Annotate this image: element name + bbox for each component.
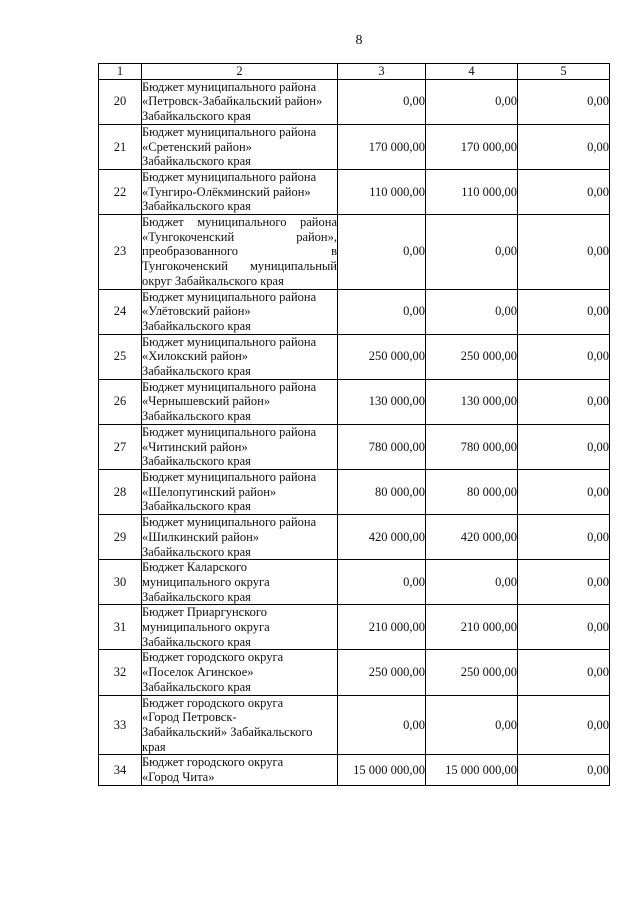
table-row [99, 79, 610, 124]
row-number: 29 [99, 515, 142, 560]
row-number: 28 [99, 469, 142, 514]
amount-column-4: 130 000,00 [426, 379, 518, 424]
table-row [99, 605, 610, 650]
budget-name-cell [142, 169, 338, 214]
budget-name-line: Забайкальского края [142, 634, 251, 649]
budget-table [98, 63, 610, 786]
budget-name-line: Бюджет Приаргунского [142, 605, 267, 620]
budget-name-line: Забайкальского края [142, 499, 251, 514]
amount-column-4: 110 000,00 [426, 169, 518, 214]
budget-name-cell [142, 469, 338, 514]
row-number: 27 [99, 424, 142, 469]
budget-name-line: Бюджет муниципального района [142, 515, 317, 530]
budget-name-line: Бюджет городского округа [142, 650, 284, 665]
amount-column-4: 420 000,00 [426, 515, 518, 560]
row-number: 31 [99, 605, 142, 650]
header-col-5: 5 [518, 64, 610, 80]
budget-name-line: Бюджет муниципального района [142, 424, 317, 439]
budget-name-line: края [142, 739, 166, 754]
table-row [99, 169, 610, 214]
amount-column-4: 0,00 [426, 79, 518, 124]
budget-name-line: «Поселок Агинское» [142, 665, 254, 680]
amount-column-3: 0,00 [338, 560, 426, 605]
budget-name-cell [142, 379, 338, 424]
budget-name-cell [142, 605, 338, 650]
amount-column-4: 15 000 000,00 [426, 755, 518, 785]
amount-column-4: 170 000,00 [426, 124, 518, 169]
table-row [99, 695, 610, 755]
budget-name-cell [142, 755, 338, 785]
row-number: 22 [99, 169, 142, 214]
row-number: 30 [99, 560, 142, 605]
amount-column-5: 0,00 [518, 560, 610, 605]
budget-name-line: Бюджет муниципального района [142, 215, 337, 230]
budget-name-cell [142, 289, 338, 334]
table-row [99, 560, 610, 605]
budget-name-line: Бюджет муниципального района [142, 124, 317, 139]
budget-name-line: Бюджет Каларского [142, 560, 248, 575]
amount-column-5: 0,00 [518, 215, 610, 290]
budget-name-line: Бюджет муниципального района [142, 469, 317, 484]
row-number: 34 [99, 755, 142, 785]
row-number: 20 [99, 79, 142, 124]
amount-column-4: 250 000,00 [426, 650, 518, 695]
budget-name-line: «Город Петровск- [142, 710, 237, 725]
amount-column-4: 0,00 [426, 215, 518, 290]
row-number: 24 [99, 289, 142, 334]
budget-name-line: муниципального округа [142, 574, 270, 589]
amount-column-3: 0,00 [338, 695, 426, 755]
budget-name-line: Забайкальского края [142, 318, 251, 333]
budget-name-line: преобразованного в [142, 244, 337, 259]
amount-column-4: 780 000,00 [426, 424, 518, 469]
amount-column-3: 420 000,00 [338, 515, 426, 560]
table-row [99, 650, 610, 695]
amount-column-5: 0,00 [518, 169, 610, 214]
budget-name-line: «Шилкинский район» [142, 529, 260, 544]
amount-column-3: 250 000,00 [338, 650, 426, 695]
budget-name-cell [142, 215, 338, 290]
budget-name-line: «Чернышевский район» [142, 394, 271, 409]
budget-name-cell [142, 79, 338, 124]
amount-column-3: 130 000,00 [338, 379, 426, 424]
table-row [99, 334, 610, 379]
amount-column-3: 110 000,00 [338, 169, 426, 214]
amount-column-5: 0,00 [518, 755, 610, 785]
amount-column-3: 0,00 [338, 215, 426, 290]
budget-name-line: Бюджет муниципального района [142, 79, 317, 94]
row-number: 23 [99, 215, 142, 290]
table-row [99, 379, 610, 424]
page-number: 8 [355, 33, 363, 48]
amount-column-4: 250 000,00 [426, 334, 518, 379]
budget-name-line: «Хилокский район» [142, 349, 249, 364]
budget-name-line: «Шелопугинский район» [142, 484, 277, 499]
budget-name-cell [142, 695, 338, 755]
amount-column-5: 0,00 [518, 124, 610, 169]
table-row [99, 124, 610, 169]
amount-column-5: 0,00 [518, 424, 610, 469]
amount-column-3: 170 000,00 [338, 124, 426, 169]
amount-column-4: 80 000,00 [426, 469, 518, 514]
amount-column-3: 250 000,00 [338, 334, 426, 379]
budget-name-line: Забайкальского края [142, 154, 251, 169]
amount-column-4: 0,00 [426, 695, 518, 755]
budget-name-line: Забайкальского края [142, 199, 251, 214]
budget-name-line: Забайкальского края [142, 544, 251, 559]
budget-name-line: Забайкальского края [142, 679, 251, 694]
budget-name-line: Бюджет городского округа [142, 695, 284, 710]
budget-name-line: «Город Чита» [142, 770, 215, 785]
header-col-1: 1 [99, 64, 142, 80]
row-number: 32 [99, 650, 142, 695]
row-number: 33 [99, 695, 142, 755]
amount-column-3: 0,00 [338, 289, 426, 334]
amount-column-5: 0,00 [518, 79, 610, 124]
amount-column-5: 0,00 [518, 515, 610, 560]
amount-column-4: 210 000,00 [426, 605, 518, 650]
table-row [99, 215, 610, 290]
budget-name-cell [142, 124, 338, 169]
amount-column-4: 0,00 [426, 289, 518, 334]
budget-name-line: Забайкальского края [142, 364, 251, 379]
budget-name-line: Забайкальского края [142, 589, 251, 604]
amount-column-3: 15 000 000,00 [338, 755, 426, 785]
budget-name-line: Бюджет муниципального района [142, 169, 317, 184]
table-row [99, 469, 610, 514]
amount-column-5: 0,00 [518, 695, 610, 755]
budget-name-line: «Читинский район» [142, 439, 248, 454]
budget-name-line: «Сретенский район» [142, 139, 252, 154]
row-number: 26 [99, 379, 142, 424]
amount-column-5: 0,00 [518, 469, 610, 514]
amount-column-5: 0,00 [518, 379, 610, 424]
budget-name-line: Бюджет муниципального района [142, 379, 317, 394]
budget-name-line: «Петровск-Забайкальский район» [142, 94, 323, 109]
budget-name-line: Забайкальского края [142, 454, 251, 469]
budget-name-line: Бюджет муниципального района [142, 334, 317, 349]
header-col-2: 2 [142, 64, 338, 80]
amount-column-5: 0,00 [518, 289, 610, 334]
budget-name-line: Забайкальского края [142, 409, 251, 424]
table-row [99, 289, 610, 334]
budget-name-line: муниципального округа [142, 620, 270, 635]
budget-name-cell [142, 650, 338, 695]
row-number: 21 [99, 124, 142, 169]
table-row [99, 515, 610, 560]
row-number: 25 [99, 334, 142, 379]
budget-name-cell [142, 424, 338, 469]
amount-column-3: 210 000,00 [338, 605, 426, 650]
budget-name-line: Бюджет муниципального района [142, 289, 317, 304]
amount-column-5: 0,00 [518, 334, 610, 379]
budget-name-line: Забайкальский» Забайкальского [142, 724, 313, 739]
budget-name-line: Бюджет городского округа [142, 755, 284, 770]
header-row [99, 64, 610, 80]
budget-name-cell [142, 560, 338, 605]
table-row [99, 424, 610, 469]
amount-column-5: 0,00 [518, 650, 610, 695]
budget-name-line: Тунгокоченский муниципальный [142, 259, 337, 274]
amount-column-5: 0,00 [518, 605, 610, 650]
table-header [99, 64, 610, 80]
header-col-4: 4 [426, 64, 518, 80]
amount-column-3: 0,00 [338, 79, 426, 124]
budget-name-line: «Улётовский район» [142, 304, 251, 319]
budget-name-cell [142, 515, 338, 560]
budget-name-line: «Тунгиро-Олёкминский район» [142, 184, 311, 199]
table-row [99, 755, 610, 785]
budget-name-line: округ Забайкальского края [142, 273, 284, 288]
amount-column-3: 80 000,00 [338, 469, 426, 514]
budget-name-cell [142, 334, 338, 379]
budget-name-line: Забайкальского края [142, 109, 251, 124]
amount-column-3: 780 000,00 [338, 424, 426, 469]
table-body [99, 79, 610, 785]
amount-column-4: 0,00 [426, 560, 518, 605]
budget-name-line: «Тунгокоченский район», [142, 229, 337, 244]
header-col-3: 3 [338, 64, 426, 80]
